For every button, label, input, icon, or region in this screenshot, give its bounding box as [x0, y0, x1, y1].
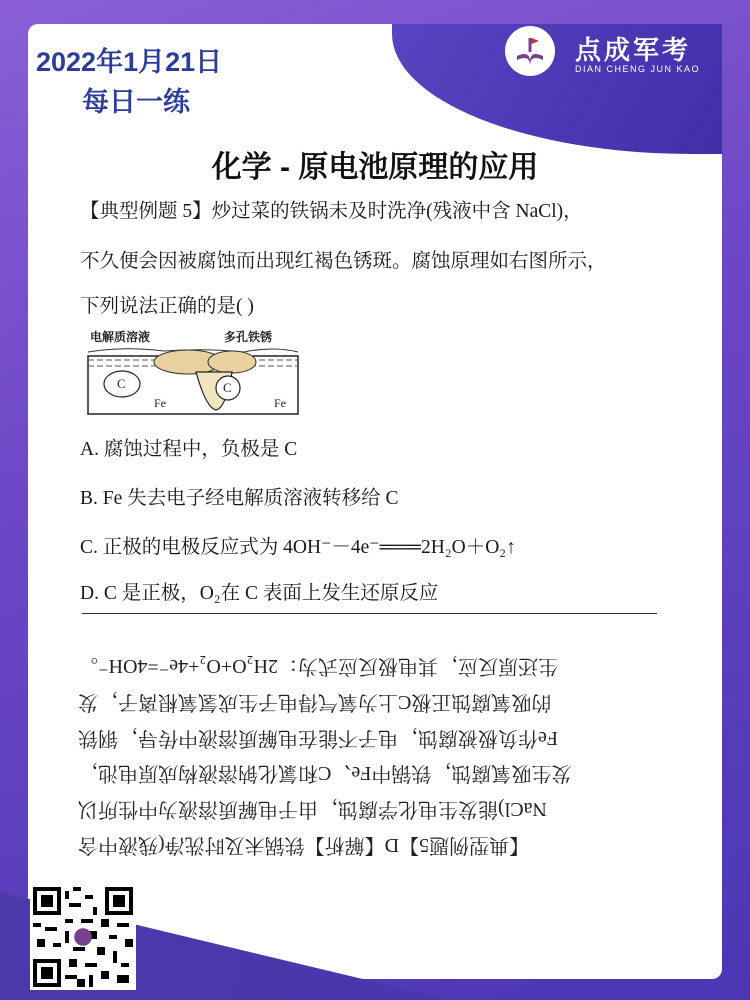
answer-line-5: 的吸氧腐蚀正极C上为氧气得电子生成氢氧根离子，发	[78, 690, 552, 713]
electrolyte-label: 电解质溶液	[90, 330, 151, 344]
corrosion-diagram	[84, 326, 304, 418]
question-line-3: 下列说法正确的是( )	[80, 296, 254, 317]
upside-down-answer	[78, 647, 678, 862]
book-logo-icon	[505, 26, 555, 76]
date-label: 2022年1月21日	[36, 47, 223, 77]
brand-subtitle: DIAN CHENG JUN KAO	[575, 64, 701, 74]
qr-code	[30, 884, 136, 990]
option-d: D. C 是正极，O₂在 C 表面上发生还原反应	[80, 583, 439, 604]
daily-practice-label: 每日一练	[82, 87, 190, 117]
answer-line-6: 生还原反应，其电极反应式为：2H₂O+O₂+4e⁻=4OH⁻。	[78, 655, 558, 678]
brand-logo	[505, 26, 735, 80]
option-b: B. Fe 失去电子经电解质溶液转移给 C	[80, 488, 399, 509]
option-a: A. 腐蚀过程中，负极是 C	[80, 439, 298, 460]
answer-line-1: 【典型例题5】D【解析】铁锅未及时洗净(残液中含	[78, 834, 530, 856]
answer-line-3: 发生吸氧腐蚀，铁锅中Fe、C和氯化钠溶液构成原电池，	[78, 762, 572, 785]
page-title: 化学 - 原电池原理的应用	[211, 151, 539, 184]
answer-line-4: Fe作负极被腐蚀，电子不能在电解质溶液中传导，钢铁	[78, 726, 558, 749]
answer-line-2: NaCl)能发生电化学腐蚀，由于电解质溶液为中性所以	[78, 798, 547, 821]
rust-label: 多孔铁锈	[224, 330, 273, 344]
iron-label-right: Fe	[274, 396, 286, 410]
question-line-1: 【典型例题 5】炒过菜的铁锅未及时洗净(残液中含 NaCl)，	[80, 201, 583, 222]
divider	[82, 613, 657, 614]
carbon-label: C	[117, 376, 126, 391]
iron-label-left: Fe	[154, 396, 166, 410]
option-c: C. 正极的电极反应式为 4OH⁻－4e⁻═══2H₂O＋O₂↑	[80, 537, 516, 558]
brand-name: 点成军考	[575, 35, 692, 65]
carbon-label-2: C	[223, 380, 232, 395]
question-line-2: 不久便会因被腐蚀而出现红褐色锈斑。腐蚀原理如右图所示，	[80, 251, 607, 272]
